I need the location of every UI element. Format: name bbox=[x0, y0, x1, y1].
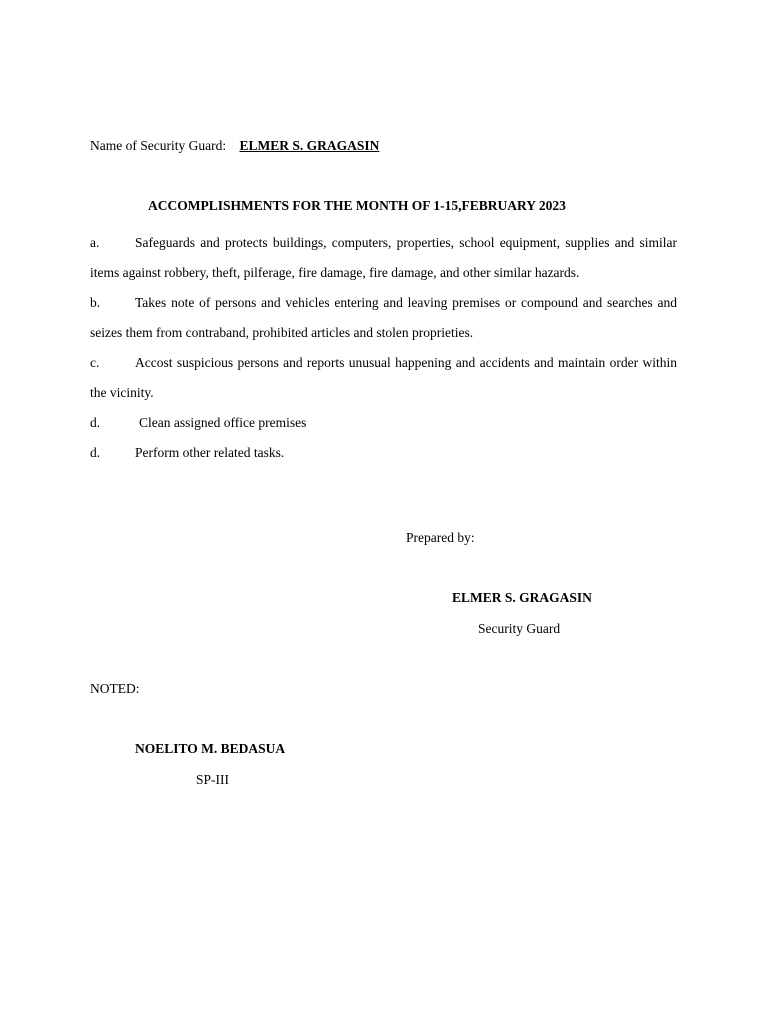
list-item-label: a. bbox=[90, 235, 100, 250]
list-item-d-clean bbox=[90, 408, 677, 438]
guard-label: Name of Security Guard: bbox=[90, 138, 227, 153]
list-item-label: c. bbox=[90, 355, 100, 370]
noter-name: NOELITO M. BEDASUA bbox=[135, 741, 286, 756]
noted-label: NOTED: bbox=[90, 681, 140, 696]
list-item-label: d. bbox=[90, 415, 101, 430]
list-item-text: Accost suspicious persons and reports unusual happening and accidents and maintain order within the vicinity. bbox=[90, 355, 677, 400]
preparer-title: Security Guard bbox=[478, 621, 561, 636]
report-heading: ACCOMPLISHMENTS FOR THE MONTH OF 1-15,FEBRUARY 2023 bbox=[148, 198, 566, 213]
list-item-label: b. bbox=[90, 295, 101, 310]
list-item-text: Perform other related tasks. bbox=[135, 445, 285, 460]
list-item-c bbox=[90, 348, 677, 408]
guard-name: ELMER S. GRAGASIN bbox=[239, 138, 380, 153]
list-item-b bbox=[90, 288, 677, 348]
list-item-text: Safeguards and protects buildings, computers, properties, school equipment, supplies and similar items against robbery, theft, pilferage, fire damage, fire damage, and other similar hazards. bbox=[90, 235, 677, 280]
guard-name-line bbox=[90, 138, 379, 154]
list-item-d-other bbox=[90, 438, 677, 468]
list-item-label: d. bbox=[90, 445, 101, 460]
list-item-text: Clean assigned office premises bbox=[139, 415, 307, 430]
noter-title: SP-III bbox=[196, 772, 229, 787]
accomplishments-list bbox=[90, 228, 677, 468]
prepared-by-label: Prepared by: bbox=[406, 530, 475, 545]
preparer-name: ELMER S. GRAGASIN bbox=[452, 590, 592, 605]
list-item-text: Takes note of persons and vehicles entering and leaving premises or compound and searches and seizes them from contraband, prohibited articles and stolen proprieties. bbox=[90, 295, 677, 340]
list-item-a bbox=[90, 228, 677, 288]
